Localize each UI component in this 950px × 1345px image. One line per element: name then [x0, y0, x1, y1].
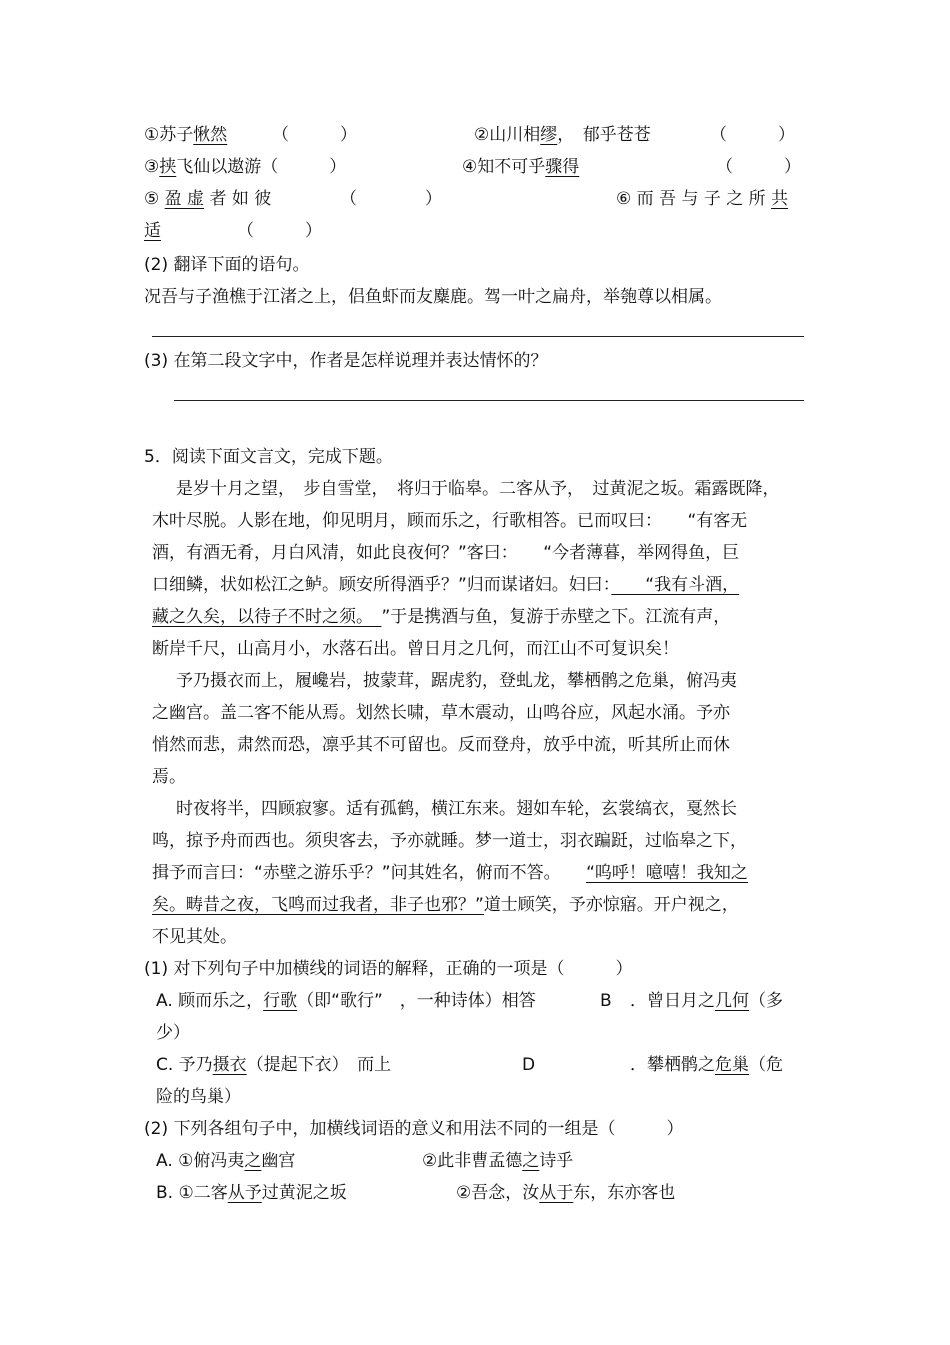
option-text: B. ①二客: [156, 1183, 228, 1203]
q5-2-option-a-2: [422, 1150, 573, 1172]
q4-2-sentence: 况吾与子渔樵于江渚之上，侣鱼虾而友麋鹿。驾一叶之扁舟，举匏尊以相属。: [144, 287, 722, 307]
q5-1-option-a: [156, 990, 536, 1012]
underlined-word: 摄衣: [212, 1055, 247, 1075]
q5-heading: 5．阅读下面文言文，完成下题。: [144, 447, 393, 467]
q5-2-option-b-2: [456, 1182, 675, 1204]
q4-item-5: [144, 188, 271, 210]
option-text: C. 予乃: [156, 1055, 213, 1075]
q4-item-2: [474, 124, 651, 146]
option-text: （危: [749, 1055, 783, 1075]
q5-1-option-d: [630, 1054, 783, 1076]
passage-line: 之幽宫。盖二客不能从焉。划然长啸，草木震动，山鸣谷应，风起水涌。予亦: [152, 703, 730, 723]
answer-paren: （ ）: [340, 189, 442, 209]
q5-2-option-a-1: [156, 1150, 295, 1172]
q4-item-1: [144, 124, 227, 146]
q5-1-option-b-label: B: [600, 991, 612, 1011]
option-text: 东，东亦客也: [573, 1183, 676, 1203]
option-text: 过黄泥之坂: [261, 1183, 347, 1203]
option-text: （多: [749, 991, 783, 1011]
passage-line: [152, 862, 748, 884]
underlined-sentence: 藏之久矣，以待子不时之须。: [152, 607, 382, 627]
passage-line: 是岁十月之望， 步自雪堂， 将归于临皋。二客从予， 过黄泥之坂。霜露既降，: [176, 479, 780, 499]
underlined-word: 几何: [715, 991, 749, 1011]
item-text: ①苏子: [144, 125, 194, 145]
underlined-word: 适: [144, 221, 161, 241]
q4-2-prompt: (2) 翻译下面的语句。: [144, 255, 310, 275]
underlined-word: 共: [771, 189, 789, 209]
item-text: ⑤: [144, 189, 165, 209]
passage-text: 口细鳞，状如松江之鲈。顾安所得酒乎？”归而谋诸妇。妇曰：: [152, 575, 612, 595]
option-text: ②此非曹孟德: [422, 1151, 523, 1171]
passage-text: 揖予而言曰：“赤壁之游乐乎？”问其姓名，俯而不答。: [152, 863, 587, 883]
underlined-word: 骤得: [545, 157, 580, 177]
underlined-word: 危巢: [715, 1055, 749, 1075]
underlined-word: 盈 虚: [164, 189, 205, 209]
item-text: 者 如 彼: [204, 189, 272, 209]
passage-line: 焉。: [152, 767, 186, 787]
q5-2-option-b-1: [156, 1182, 347, 1204]
passage-line: [152, 894, 739, 916]
passage-line: [152, 606, 730, 628]
item-text: ②山川相: [474, 125, 541, 145]
passage-line: 时夜将半，四顾寂寥。适有孤鹤，横江东来。翅如车轮，玄裳缟衣，戛然长: [176, 799, 737, 819]
q4-item-6-cont: [144, 220, 322, 242]
passage-line: [152, 574, 739, 596]
q5-2-prompt: (2) 下列各组句子中，加横线词语的意义和用法不同的一组是（ ）: [144, 1119, 684, 1139]
passage-line: 断岸千尺，山高月小，水落石出。曾日月之几何，而江山不可复识矣！: [152, 639, 679, 659]
underlined-word: 缪: [540, 125, 558, 145]
underlined-word: 之: [244, 1151, 262, 1171]
option-text: ②吾念，汝: [456, 1183, 540, 1203]
option-text: A. 顾而乐之，: [156, 991, 264, 1011]
underlined-word: 愀然: [193, 125, 228, 145]
passage-text: ”于是携酒与鱼，复游于赤壁之下。江流有声，: [381, 607, 731, 627]
answer-line: [174, 400, 804, 401]
answer-paren: （ ）: [710, 125, 795, 145]
q4-item-3: [144, 156, 346, 178]
option-text: ．曾日月之: [630, 991, 715, 1011]
underlined-word: 从予: [227, 1183, 262, 1203]
option-text: A. ①俯冯夷: [156, 1151, 245, 1171]
q4-item-6: [616, 188, 788, 210]
answer-paren: （ ）: [272, 125, 357, 145]
item-text: 飞仙以遨游（ ）: [176, 157, 347, 177]
q4-item-4: [462, 156, 579, 178]
option-text: ．攀栖鹘之: [630, 1055, 715, 1075]
item-text: ④知不可乎: [462, 157, 546, 177]
q4-3-prompt: (3) 在第二段文字中，作者是怎样说理并表达情怀的？: [144, 351, 548, 371]
answer-paren: （ ）: [716, 157, 801, 177]
underlined-word: 挟: [159, 157, 177, 177]
underlined-sentence: 矣。畴昔之夜，飞鸣而过我者，非子也邪？”: [152, 895, 484, 915]
option-text: （即“歌行” ，一种诗体）相答: [297, 991, 536, 1011]
passage-text: 道士顾笑，予亦惊寤。开户视之，: [483, 895, 739, 915]
q5-1-option-b-cont: 少）: [156, 1023, 190, 1043]
q5-1-option-c: [156, 1054, 391, 1076]
item-text: ， 郁乎苍苍: [557, 125, 651, 145]
q5-1-prompt: (1) 对下列句子中加横线的词语的解释，正确的一项是（ ）: [144, 959, 633, 979]
passage-line: 鸣，掠予舟而西也。须臾客去，予亦就睡。梦一道士，羽衣蹁跹，过临皋之下，: [152, 831, 747, 851]
underlined-sentence: “我有斗酒，: [611, 575, 740, 595]
answer-line: [152, 336, 804, 337]
q5-1-option-d-label: D: [522, 1055, 536, 1075]
option-text: 幽宫: [261, 1151, 296, 1171]
underlined-word: 之: [522, 1151, 540, 1171]
item-text: ⑥ 而 吾 与 子 之 所: [616, 189, 772, 209]
passage-line: 木叶尽脱。人影在地，仰见明月，顾而乐之，行歌相答。已而叹曰： “有客无: [152, 511, 748, 531]
underlined-word: 行歌: [263, 991, 298, 1011]
passage-line: 酒，有酒无肴，月白风清，如此良夜何？”客曰： “今者薄暮，举网得鱼，巨: [152, 543, 740, 563]
underlined-word: 从于: [539, 1183, 574, 1203]
underlined-sentence: “呜呼！噫嘻！我知之: [586, 863, 748, 883]
passage-line: 悄然而悲，肃然而恐，凛乎其不可留也。反而登舟，放乎中流，听其所止而休: [152, 735, 730, 755]
answer-paren: （ ）: [237, 221, 322, 241]
passage-line: 不见其处。: [152, 927, 237, 947]
q5-1-option-d-cont: 险的鸟巢）: [156, 1087, 241, 1107]
option-text: （提起下衣） 而上: [246, 1055, 392, 1075]
item-text: ③: [144, 157, 160, 177]
option-text: 诗乎: [539, 1151, 574, 1171]
passage-line: 予乃摄衣而上，履巉岩，披蒙茸，踞虎豹，登虬龙，攀栖鹘之危巢，俯冯夷: [176, 671, 737, 691]
q5-1-option-b: [630, 990, 783, 1012]
